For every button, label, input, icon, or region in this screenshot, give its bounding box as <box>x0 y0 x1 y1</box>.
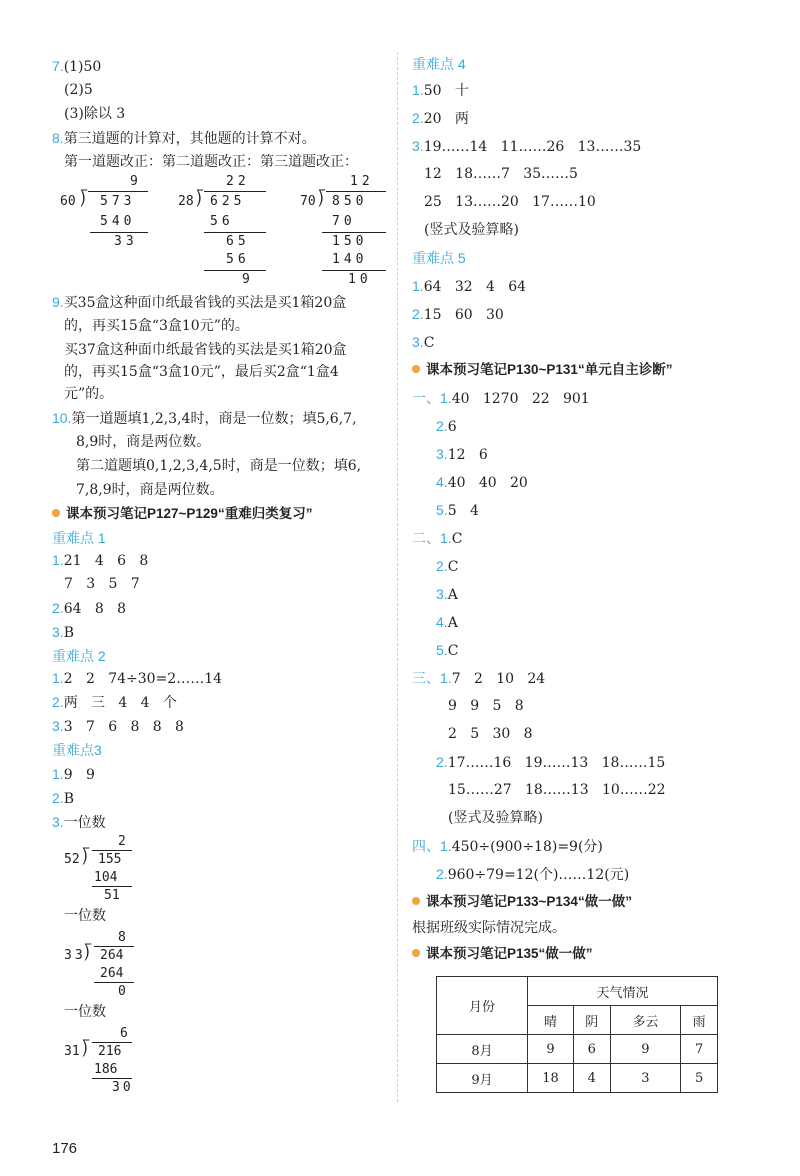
activity-1-text: 根据班级实际情况完成。 <box>412 920 566 936</box>
p1-row-1b: 7 3 5 7 <box>64 576 140 592</box>
s2-row-2: 2.C <box>436 558 459 575</box>
long-division-q8-3: 12 70 ⟌ 850 70 150 140 10 <box>300 172 390 282</box>
p3-row-2: 2.B <box>52 790 74 807</box>
long-division-p3-1: 2 52 ⟌ 155 104 51 <box>64 832 144 902</box>
table-cell: 3 <box>610 1064 681 1093</box>
long-division-p3-3: 6 31 ⟌ 216 186 30 <box>64 1026 134 1095</box>
long-division-q8-2: 22 28 ⟌ 625 56 65 56 9 <box>178 172 268 282</box>
q9-line-2: 的，再买15盒“3盒10元”的。 <box>64 318 249 334</box>
long-division-p3-2: 8 33 ⟌ 264 264 0 <box>64 928 144 998</box>
table-cell: 4 <box>573 1064 610 1093</box>
column-divider <box>397 52 398 1102</box>
table-header-month: 月份 <box>437 977 528 1035</box>
p3-label-3: 一位数 <box>64 1004 106 1020</box>
q8-line-1: 8.第三道题的计算对，其他题的计算不对。 <box>52 130 316 147</box>
p5-row-1: 1.64 32 4 64 <box>412 278 527 295</box>
s1-row-1: 一、1.40 1270 22 901 <box>412 390 590 407</box>
subheading-point-5: 重难点 5 <box>412 250 466 266</box>
subheading-point-1: 重难点 1 <box>52 530 106 546</box>
s3-row-2: 2.17……16 19……13 18……15 <box>436 754 666 771</box>
p5-row-3: 3.C <box>412 334 435 351</box>
p1-row-3: 3.B <box>52 624 74 641</box>
p3-row-3: 3.一位数 <box>52 814 106 831</box>
table-cell: 6 <box>573 1035 610 1064</box>
subheading-point-3: 重难点3 <box>52 742 102 758</box>
table-cell-month: 8月 <box>437 1035 528 1064</box>
table-cell: 9 <box>610 1035 681 1064</box>
p4-row-2: 2.20 两 <box>412 110 469 127</box>
q10-line-2: 8,9时，商是两位数。 <box>76 434 211 450</box>
p4-row-3: 3.19……14 11……26 13……35 <box>412 138 642 155</box>
table-row <box>437 1035 718 1064</box>
p2-row-2: 2.两 三 4 4 个 <box>52 694 177 711</box>
table-col-rain: 雨 <box>681 1006 718 1035</box>
section-heading-activity-1: 课本预习笔记P133~P134“做一做” <box>412 892 632 912</box>
table-header-row <box>437 977 718 1006</box>
q10-line-3: 第二道题填0,1,2,3,4,5时，商是一位数；填6, <box>76 458 362 474</box>
p4-row-1: 1.50 十 <box>412 82 469 99</box>
s3-row-1b: 9 9 5 8 <box>448 698 524 714</box>
table-row <box>437 1064 718 1093</box>
q9-line-3: 买37盒这种面巾纸最省钱的买法是买1箱20盒 <box>64 342 347 358</box>
bullet-dot-icon <box>412 365 420 373</box>
p4-row-3d: (竖式及验算略) <box>424 222 519 238</box>
q10-line-4: 7,8,9时，商是两位数。 <box>76 482 224 498</box>
table-cell-month: 9月 <box>437 1064 528 1093</box>
q10-line-1: 10.第一道题填1,2,3,4时，商是一位数；填5,6,7, <box>52 410 357 427</box>
q7-line-1: 7.(1)50 <box>52 58 102 75</box>
p2-row-1: 1.2 2 74÷30=2……14 <box>52 670 223 687</box>
p4-row-3b: 12 18……7 35……5 <box>424 166 578 182</box>
q9-line-5: 元”的。 <box>64 386 114 402</box>
subheading-point-2: 重难点 2 <box>52 648 106 664</box>
weather-table <box>436 976 718 1093</box>
s1-row-5: 5.5 4 <box>436 502 479 519</box>
table-col-sunny: 晴 <box>528 1006 574 1035</box>
p5-row-2: 2.15 60 30 <box>412 306 504 323</box>
q7-line-3: (3)除以 3 <box>64 106 126 122</box>
table-col-cloudy: 多云 <box>610 1006 681 1035</box>
s2-row-5: 5.C <box>436 642 459 659</box>
table-header-weather: 天气情况 <box>528 977 718 1006</box>
p1-row-2: 2.64 8 8 <box>52 600 127 617</box>
s1-row-4: 4.40 40 20 <box>436 474 528 491</box>
subheading-point-4: 重难点 4 <box>412 56 466 72</box>
long-division-q8-1: 9 60 ⟌ 573 540 33 <box>60 172 150 252</box>
table-cell: 5 <box>681 1064 718 1093</box>
p2-row-3: 3.3 7 6 8 8 8 <box>52 718 184 735</box>
s4-row-1: 四、1.450÷(900÷18)=9(分) <box>412 838 603 855</box>
s3-row-2c: (竖式及验算略) <box>448 810 543 826</box>
table-cell: 7 <box>681 1035 718 1064</box>
bullet-dot-icon <box>412 949 420 957</box>
table-col-overcast: 阴 <box>573 1006 610 1035</box>
q9-line-4: 的，再买15盒“3盒10元”，最后买2盒“1盒4 <box>64 364 339 380</box>
section-heading-review: 课本预习笔记P127~P129“重难归类复习” <box>52 504 312 524</box>
s3-row-2b: 15……27 18……13 10……22 <box>448 782 666 798</box>
s2-row-4: 4.A <box>436 614 458 631</box>
page-number: 176 <box>52 1140 78 1157</box>
s3-row-1c: 2 5 30 8 <box>448 726 533 742</box>
p4-row-3c: 25 13……20 17……10 <box>424 194 596 210</box>
p1-row-1: 1.21 4 6 8 <box>52 552 149 569</box>
section-heading-activity-2: 课本预习笔记P135“做一做” <box>412 944 593 964</box>
s2-row-3: 3.A <box>436 586 458 603</box>
p3-row-1: 1.9 9 <box>52 766 95 783</box>
table-cell: 9 <box>528 1035 574 1064</box>
section-heading-diagnosis: 课本预习笔记P130~P131“单元自主诊断” <box>412 360 672 380</box>
p3-label-2: 一位数 <box>64 908 106 924</box>
s4-row-2: 2.960÷79=12(个)……12(元) <box>436 866 630 883</box>
table-cell: 18 <box>528 1064 574 1093</box>
s2-row-1: 二、1.C <box>412 530 463 547</box>
s3-row-1: 三、1.7 2 10 24 <box>412 670 546 687</box>
q7-line-2: (2)5 <box>64 82 93 98</box>
bullet-dot-icon <box>52 509 60 517</box>
bullet-dot-icon <box>412 897 420 905</box>
s1-row-3: 3.12 6 <box>436 446 488 463</box>
q8-line-2: 第一道题改正：第二道题改正：第三道题改正： <box>64 154 358 170</box>
s1-row-2: 2.6 <box>436 418 457 435</box>
q9-line-1: 9.买35盒这种面巾纸最省钱的买法是买1箱20盒 <box>52 294 347 311</box>
